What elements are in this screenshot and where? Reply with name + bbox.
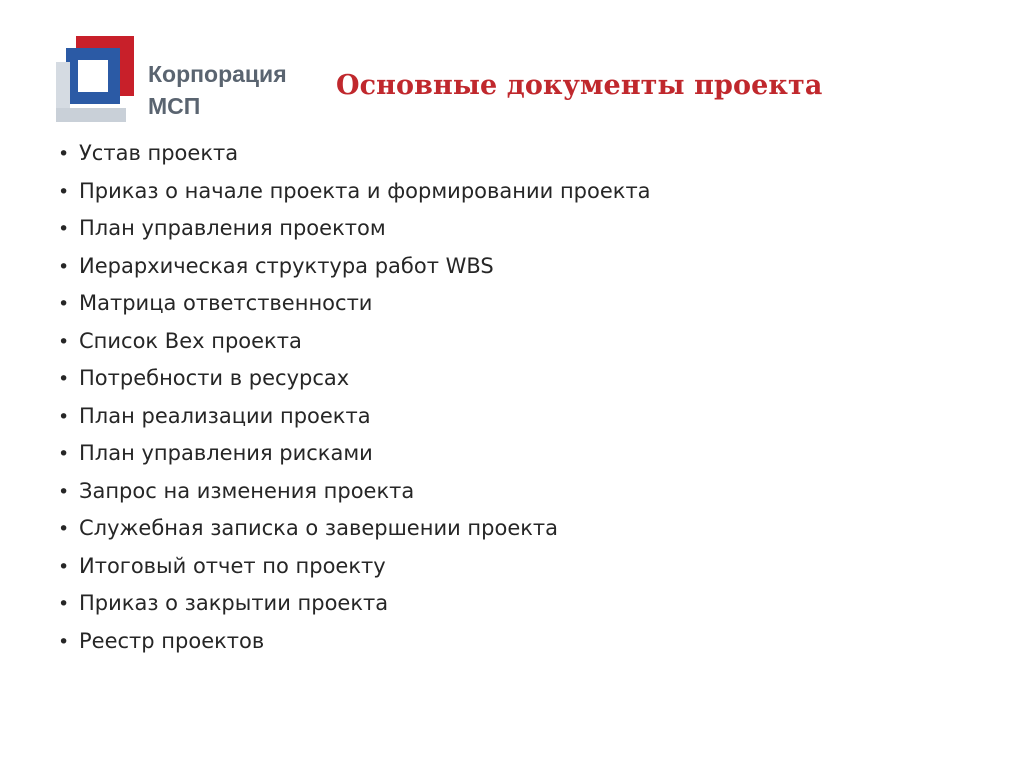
logo-text-line2: МСП	[148, 93, 201, 119]
logo-mark-icon	[56, 34, 296, 126]
slide-title: Основные документы проекта	[336, 70, 823, 101]
list-item	[58, 441, 651, 479]
bullet-icon: •	[58, 518, 70, 540]
bullet-icon: •	[58, 630, 70, 653]
list-item	[58, 479, 651, 517]
bullet-icon: •	[58, 480, 70, 503]
list-item	[58, 179, 651, 217]
list-item	[58, 216, 651, 254]
bullet-icon: •	[58, 555, 70, 578]
bullet-icon: •	[58, 293, 70, 315]
list-item	[58, 516, 651, 554]
bullet-icon: •	[58, 143, 70, 165]
bullet-icon: •	[58, 255, 70, 278]
bullet-icon: •	[58, 443, 70, 465]
logo-text-line1: Корпорация	[148, 61, 287, 87]
document-name: Реестр проектов	[79, 628, 265, 653]
document-list	[58, 141, 651, 666]
document-name: Список Вех проекта	[79, 328, 302, 353]
list-item	[58, 291, 651, 329]
list-item	[58, 404, 651, 442]
bullet-icon: •	[58, 330, 70, 353]
document-name: План реализации проекта	[79, 403, 371, 428]
bullet-icon: •	[58, 593, 70, 615]
company-logo	[56, 34, 296, 126]
list-item	[58, 629, 651, 667]
list-item	[58, 366, 651, 404]
document-name: Устав проекта	[79, 141, 239, 165]
document-name: Матрица ответственности	[79, 291, 373, 315]
list-item	[58, 141, 651, 179]
document-name: План управления рисками	[79, 441, 373, 465]
bullet-icon: •	[58, 180, 70, 203]
document-name: Служебная записка о завершении проекта	[79, 516, 559, 540]
document-name: Запрос на изменения проекта	[79, 478, 415, 503]
document-name: Иерархическая структура работ WBS	[79, 253, 494, 278]
list-item	[58, 329, 651, 367]
list-item	[58, 254, 651, 292]
bullet-icon: •	[58, 218, 70, 240]
bullet-icon: •	[58, 368, 70, 390]
list-item	[58, 591, 651, 629]
document-name: Приказ о закрытии проекта	[79, 591, 389, 615]
document-name: Потребности в ресурсах	[79, 366, 350, 390]
bullet-icon: •	[58, 405, 70, 428]
document-name: Приказ о начале проекта и формировании проекта	[79, 178, 651, 203]
list-item	[58, 554, 651, 592]
document-name: План управления проектом	[79, 216, 386, 240]
document-name: Итоговый отчет по проекту	[79, 553, 386, 578]
